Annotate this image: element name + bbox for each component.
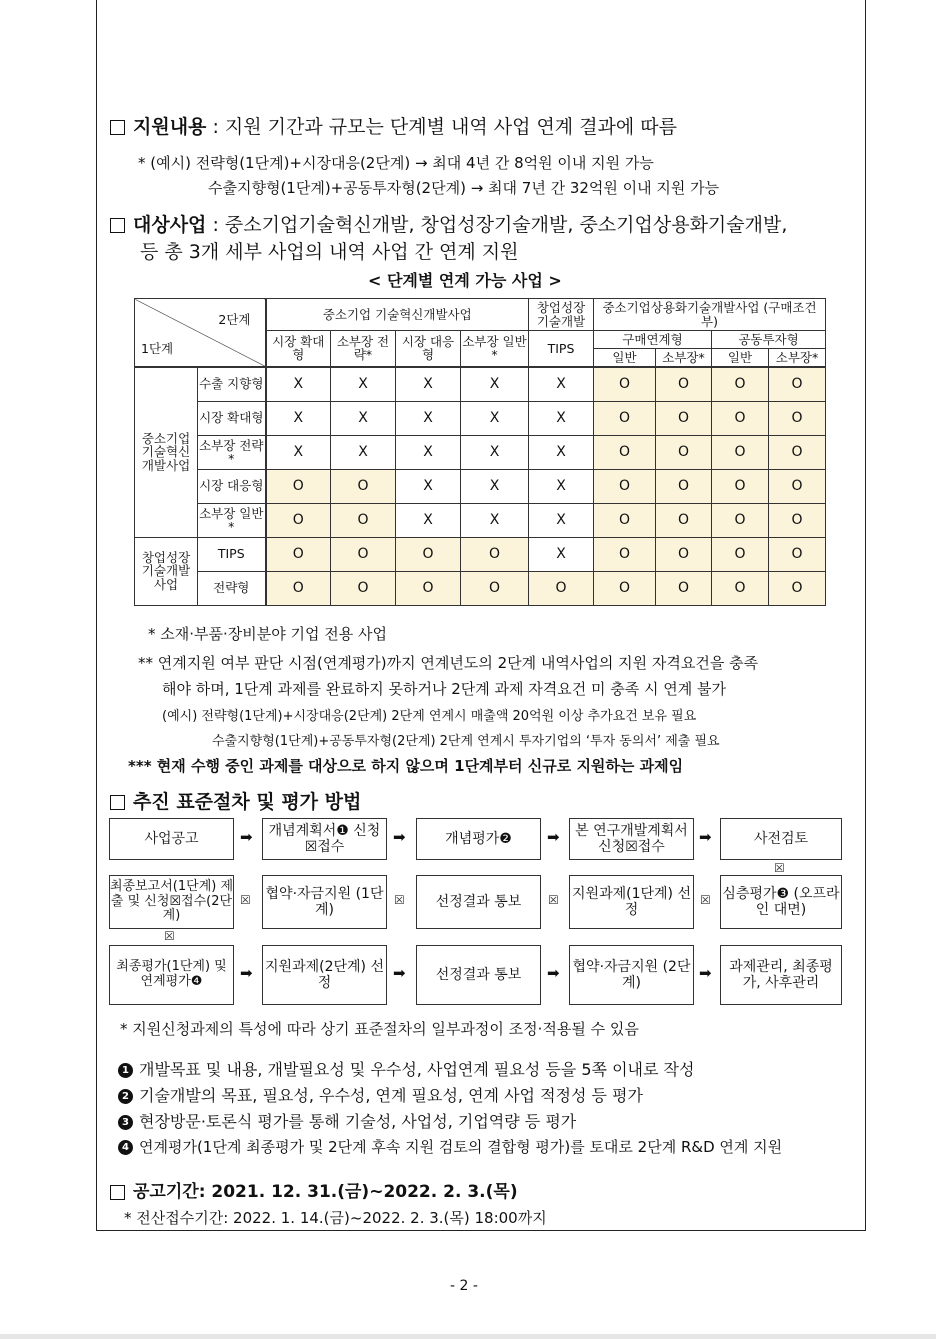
step-announcement: 사업공고 <box>109 818 234 860</box>
matrix-cell: X <box>529 537 594 571</box>
matrix-cell: O <box>396 537 461 571</box>
matrix-cell: X <box>461 469 529 503</box>
matrix-cell: X <box>396 367 461 402</box>
arrow-right-icon: ➡ <box>547 964 560 982</box>
support-example-1: * (예시) 전략형(1단계)+시장대응(2단계) → 최대 4년 간 8억원 이내 지원 가능 <box>138 154 654 172</box>
matrix-cell: X <box>266 367 331 402</box>
matrix-cell: O <box>594 367 656 402</box>
matrix-cell: X <box>529 469 594 503</box>
matrix-rowgroup-2: 창업성장 기술개발 사업 <box>135 537 198 605</box>
matrix-cell: X <box>529 401 594 435</box>
matrix-row-label: 시장 대응형 <box>198 469 266 503</box>
matrix-cell: O <box>266 537 331 571</box>
step-concept-eval: 개념평가❷ <box>416 818 541 860</box>
matrix-cell: X <box>331 401 396 435</box>
matrix-cell: O <box>594 469 656 503</box>
matrix-cell: O <box>266 503 331 537</box>
matrix-cell: O <box>712 571 769 605</box>
matrix-row-label: 수출 지향형 <box>198 367 266 402</box>
matrix-title: < 단계별 연계 가능 사업 > <box>368 271 562 290</box>
matrix-col-header: TIPS <box>529 331 594 367</box>
number-4-icon: 4 <box>118 1140 133 1155</box>
matrix-cell: O <box>594 435 656 469</box>
arrow-right-icon: ➡ <box>240 964 253 982</box>
arrow-left-icon: ☒ <box>700 893 711 907</box>
matrix-row <box>135 435 826 469</box>
matrix-cell: X <box>461 367 529 402</box>
matrix-subgroup-b: 공동투자형 <box>712 331 826 349</box>
checkbox-square-icon <box>110 795 125 810</box>
matrix-row-label: TIPS <box>198 537 266 571</box>
period-sub: * 전산접수기간: 2022. 1. 14.(금)~2022. 2. 3.(목) 18:00까지 <box>124 1209 547 1227</box>
matrix-corner: 2단계 1단계 <box>135 299 266 367</box>
matrix-cell: X <box>461 401 529 435</box>
matrix-cell: O <box>712 435 769 469</box>
note-2c: (예시) 전략형(1단계)+시장대응(2단계) 2단계 연계시 매출액 20억원 이상 추가요건 보유 필요 <box>162 709 697 724</box>
matrix-row-label: 시장 확대형 <box>198 401 266 435</box>
section-procedure: 추진 표준절차 및 평가 방법 <box>110 787 361 814</box>
step-agreement-1: 협약·자금지원 (1단계) <box>262 875 387 929</box>
arrow-left-icon: ☒ <box>240 893 251 907</box>
matrix-cell: X <box>266 401 331 435</box>
step-selection-1: 지원과제(1단계) 선정 <box>569 875 694 929</box>
matrix-cell: O <box>712 469 769 503</box>
matrix-row-label: 소부장 일반* <box>198 503 266 537</box>
page-number: - 2 - <box>450 1278 478 1294</box>
matrix-cell: O <box>396 571 461 605</box>
matrix-cell: O <box>594 571 656 605</box>
step-in-depth-eval: 심층평가❸ (오프라인 대면) <box>720 875 842 929</box>
matrix-cell: O <box>331 469 396 503</box>
matrix-col-header: 소부장* <box>769 349 826 367</box>
matrix-cell: O <box>769 537 826 571</box>
note-3: *** 현재 수행 중인 과제를 대상으로 하지 않으며 1단계부터 신규로 지원하는 과제임 <box>128 757 684 775</box>
matrix-group-1: 중소기업 기술혁신개발사업 <box>266 299 529 331</box>
arrow-left-icon: ☒ <box>394 893 405 907</box>
matrix-cell: O <box>266 469 331 503</box>
matrix-col-header: 소부장 전략* <box>331 331 396 367</box>
note-2b: 해야 하며, 1단계 과제를 완료하지 못하거나 2단계 과제 자격요건 미 충족 시 연계 불가 <box>162 680 727 698</box>
matrix-cell: O <box>769 571 826 605</box>
matrix-cell: O <box>712 401 769 435</box>
matrix-row <box>135 537 826 571</box>
support-example-2: 수출지향형(1단계)+공동투자형(2단계) → 최대 7년 간 32억원 이내 지원 가능 <box>208 179 720 197</box>
matrix-cell: O <box>656 503 712 537</box>
step-concept-plan: 개념계획서❶ 신청☒접수 <box>262 818 387 860</box>
checkbox-square-icon <box>110 218 125 233</box>
matrix-row <box>135 367 826 402</box>
matrix-cell: O <box>712 367 769 402</box>
step-rnd-plan: 본 연구개발계획서 신청☒접수 <box>569 818 694 860</box>
matrix-row <box>135 571 826 605</box>
eval-item-2: 2 기술개발의 목표, 필요성, 우수성, 연계 필요성, 연계 사업 적정성 등 평가 <box>118 1083 643 1106</box>
matrix-col-header: 소부장* <box>656 349 712 367</box>
matrix-cell: O <box>712 537 769 571</box>
number-2-icon: 2 <box>118 1089 133 1104</box>
matrix-cell: O <box>461 537 529 571</box>
note-1: * 소재·부품·장비분야 기업 전용 사업 <box>148 625 387 643</box>
matrix-cell: O <box>656 571 712 605</box>
matrix-cell: O <box>461 571 529 605</box>
matrix-cell: O <box>656 435 712 469</box>
matrix-cell: O <box>656 401 712 435</box>
matrix-cell: X <box>529 503 594 537</box>
matrix-cell: X <box>461 435 529 469</box>
number-3-icon: 3 <box>118 1115 133 1130</box>
matrix-cell: O <box>769 503 826 537</box>
step-pre-review: 사전검토 <box>720 818 842 860</box>
matrix-cell: X <box>331 435 396 469</box>
note-2d: 수출지향형(1단계)+공동투자형(2단계) 2단계 연계시 투자기업의 ‘투자 동의서’ 제출 필요 <box>212 734 720 749</box>
matrix-cell: O <box>331 571 396 605</box>
matrix-cell: O <box>769 401 826 435</box>
step-result-notice-1: 선정결과 통보 <box>416 875 541 929</box>
step-agreement-2: 협약·자금지원 (2단계) <box>569 945 694 1005</box>
matrix-cell: X <box>461 503 529 537</box>
matrix-cell: O <box>769 469 826 503</box>
matrix-cell: O <box>331 537 396 571</box>
arrow-right-icon: ➡ <box>240 828 253 846</box>
target-text-2: 등 총 3개 세부 사업의 내역 사업 간 연계 지원 <box>140 241 519 263</box>
step-selection-2: 지원과제(2단계) 선정 <box>262 945 387 1005</box>
section-support: 지원내용 : 지원 기간과 규모는 단계별 내역 사업 연계 결과에 따름 <box>110 112 677 139</box>
matrix-cell: O <box>769 367 826 402</box>
matrix-cell: O <box>656 537 712 571</box>
arrow-right-icon: ➡ <box>393 964 406 982</box>
matrix-cell: O <box>266 571 331 605</box>
matrix-row-label: 전략형 <box>198 571 266 605</box>
matrix-group-2: 창업성장 기술개발 <box>529 299 594 331</box>
matrix-rowgroup-1: 중소기업 기술혁신 개발사업 <box>135 367 198 538</box>
checkbox-square-icon <box>110 1185 125 1200</box>
matrix-cell: X <box>396 503 461 537</box>
eval-item-1: 1 개발목표 및 내용, 개발필요성 및 우수성, 사업연계 필요성 등을 5쪽 이내로 작성 <box>118 1057 694 1080</box>
matrix-cell: O <box>594 401 656 435</box>
note-2a: ** 연계지원 여부 판단 시점(연계평가)까지 연계년도의 2단계 내역사업의 지원 자격요건을 충족 <box>138 654 759 672</box>
matrix-cell: O <box>594 537 656 571</box>
matrix-row <box>135 469 826 503</box>
matrix-col-header: 소부장 일반* <box>461 331 529 367</box>
step-final-eval: 최종평가(1단계) 및 연계평가❹ <box>109 945 234 1005</box>
matrix-col-header: 시장 대응형 <box>396 331 461 367</box>
eval-item-4: 4 연계평가(1단계 최종평가 및 2단계 후속 지원 검토의 결합형 평가)를 토대로 2단계 R&D 연계 지원 <box>118 1136 782 1157</box>
matrix-subgroup-a: 구매연계형 <box>594 331 712 349</box>
procedure-note: * 지원신청과제의 특성에 따라 상기 표준절차의 일부과정이 조정·적용될 수 있음 <box>120 1020 639 1038</box>
matrix-cell: X <box>266 435 331 469</box>
arrow-right-icon: ➡ <box>393 828 406 846</box>
matrix-cell: O <box>331 503 396 537</box>
step-result-notice-2: 선정결과 통보 <box>416 945 541 1005</box>
matrix-cell: X <box>529 435 594 469</box>
page-bottom-bar <box>0 1334 936 1339</box>
matrix-group-3: 중소기업상용화기술개발사업 (구매조건부) <box>594 299 826 331</box>
step-management: 과제관리, 최종평가, 사후관리 <box>720 945 842 1005</box>
section-target: 대상사업 : 중소기업기술혁신개발, 창업성장기술개발, 중소기업상용화기술개발, <box>110 210 787 237</box>
matrix-cell: X <box>396 469 461 503</box>
matrix-cell: O <box>769 435 826 469</box>
matrix-cell: O <box>529 571 594 605</box>
matrix-cell: O <box>656 469 712 503</box>
matrix-body <box>135 367 826 606</box>
matrix-cell: X <box>396 435 461 469</box>
matrix-col-header: 일반 <box>594 349 656 367</box>
matrix-cell: X <box>331 367 396 402</box>
matrix-row <box>135 503 826 537</box>
section-period: 공고기간: 2021. 12. 31.(금)~2022. 2. 3.(목) <box>110 1177 518 1202</box>
arrow-down-icon: ☒ <box>164 929 175 943</box>
matrix-cell: X <box>529 367 594 402</box>
matrix-row-label: 소부장 전략* <box>198 435 266 469</box>
arrow-left-icon: ☒ <box>548 893 559 907</box>
arrow-right-icon: ➡ <box>699 964 712 982</box>
matrix-col-header: 시장 확대형 <box>266 331 331 367</box>
number-1-icon: 1 <box>118 1063 133 1078</box>
arrow-right-icon: ➡ <box>547 828 560 846</box>
matrix-cell: X <box>396 401 461 435</box>
eval-item-3: 3 현장방문·토론식 평가를 통해 기술성, 사업성, 기업역량 등 평가 <box>118 1109 576 1132</box>
matrix-cell: O <box>712 503 769 537</box>
linkage-matrix <box>134 298 826 606</box>
step-final-report: 최종보고서(1단계) 제출 및 신청☒접수(2단계) <box>109 875 234 929</box>
matrix-cell: O <box>656 367 712 402</box>
arrow-right-icon: ➡ <box>699 828 712 846</box>
checkbox-square-icon <box>110 120 125 135</box>
matrix-cell: O <box>594 503 656 537</box>
matrix-col-header: 일반 <box>712 349 769 367</box>
arrow-down-icon: ☒ <box>774 861 785 875</box>
matrix-row <box>135 401 826 435</box>
